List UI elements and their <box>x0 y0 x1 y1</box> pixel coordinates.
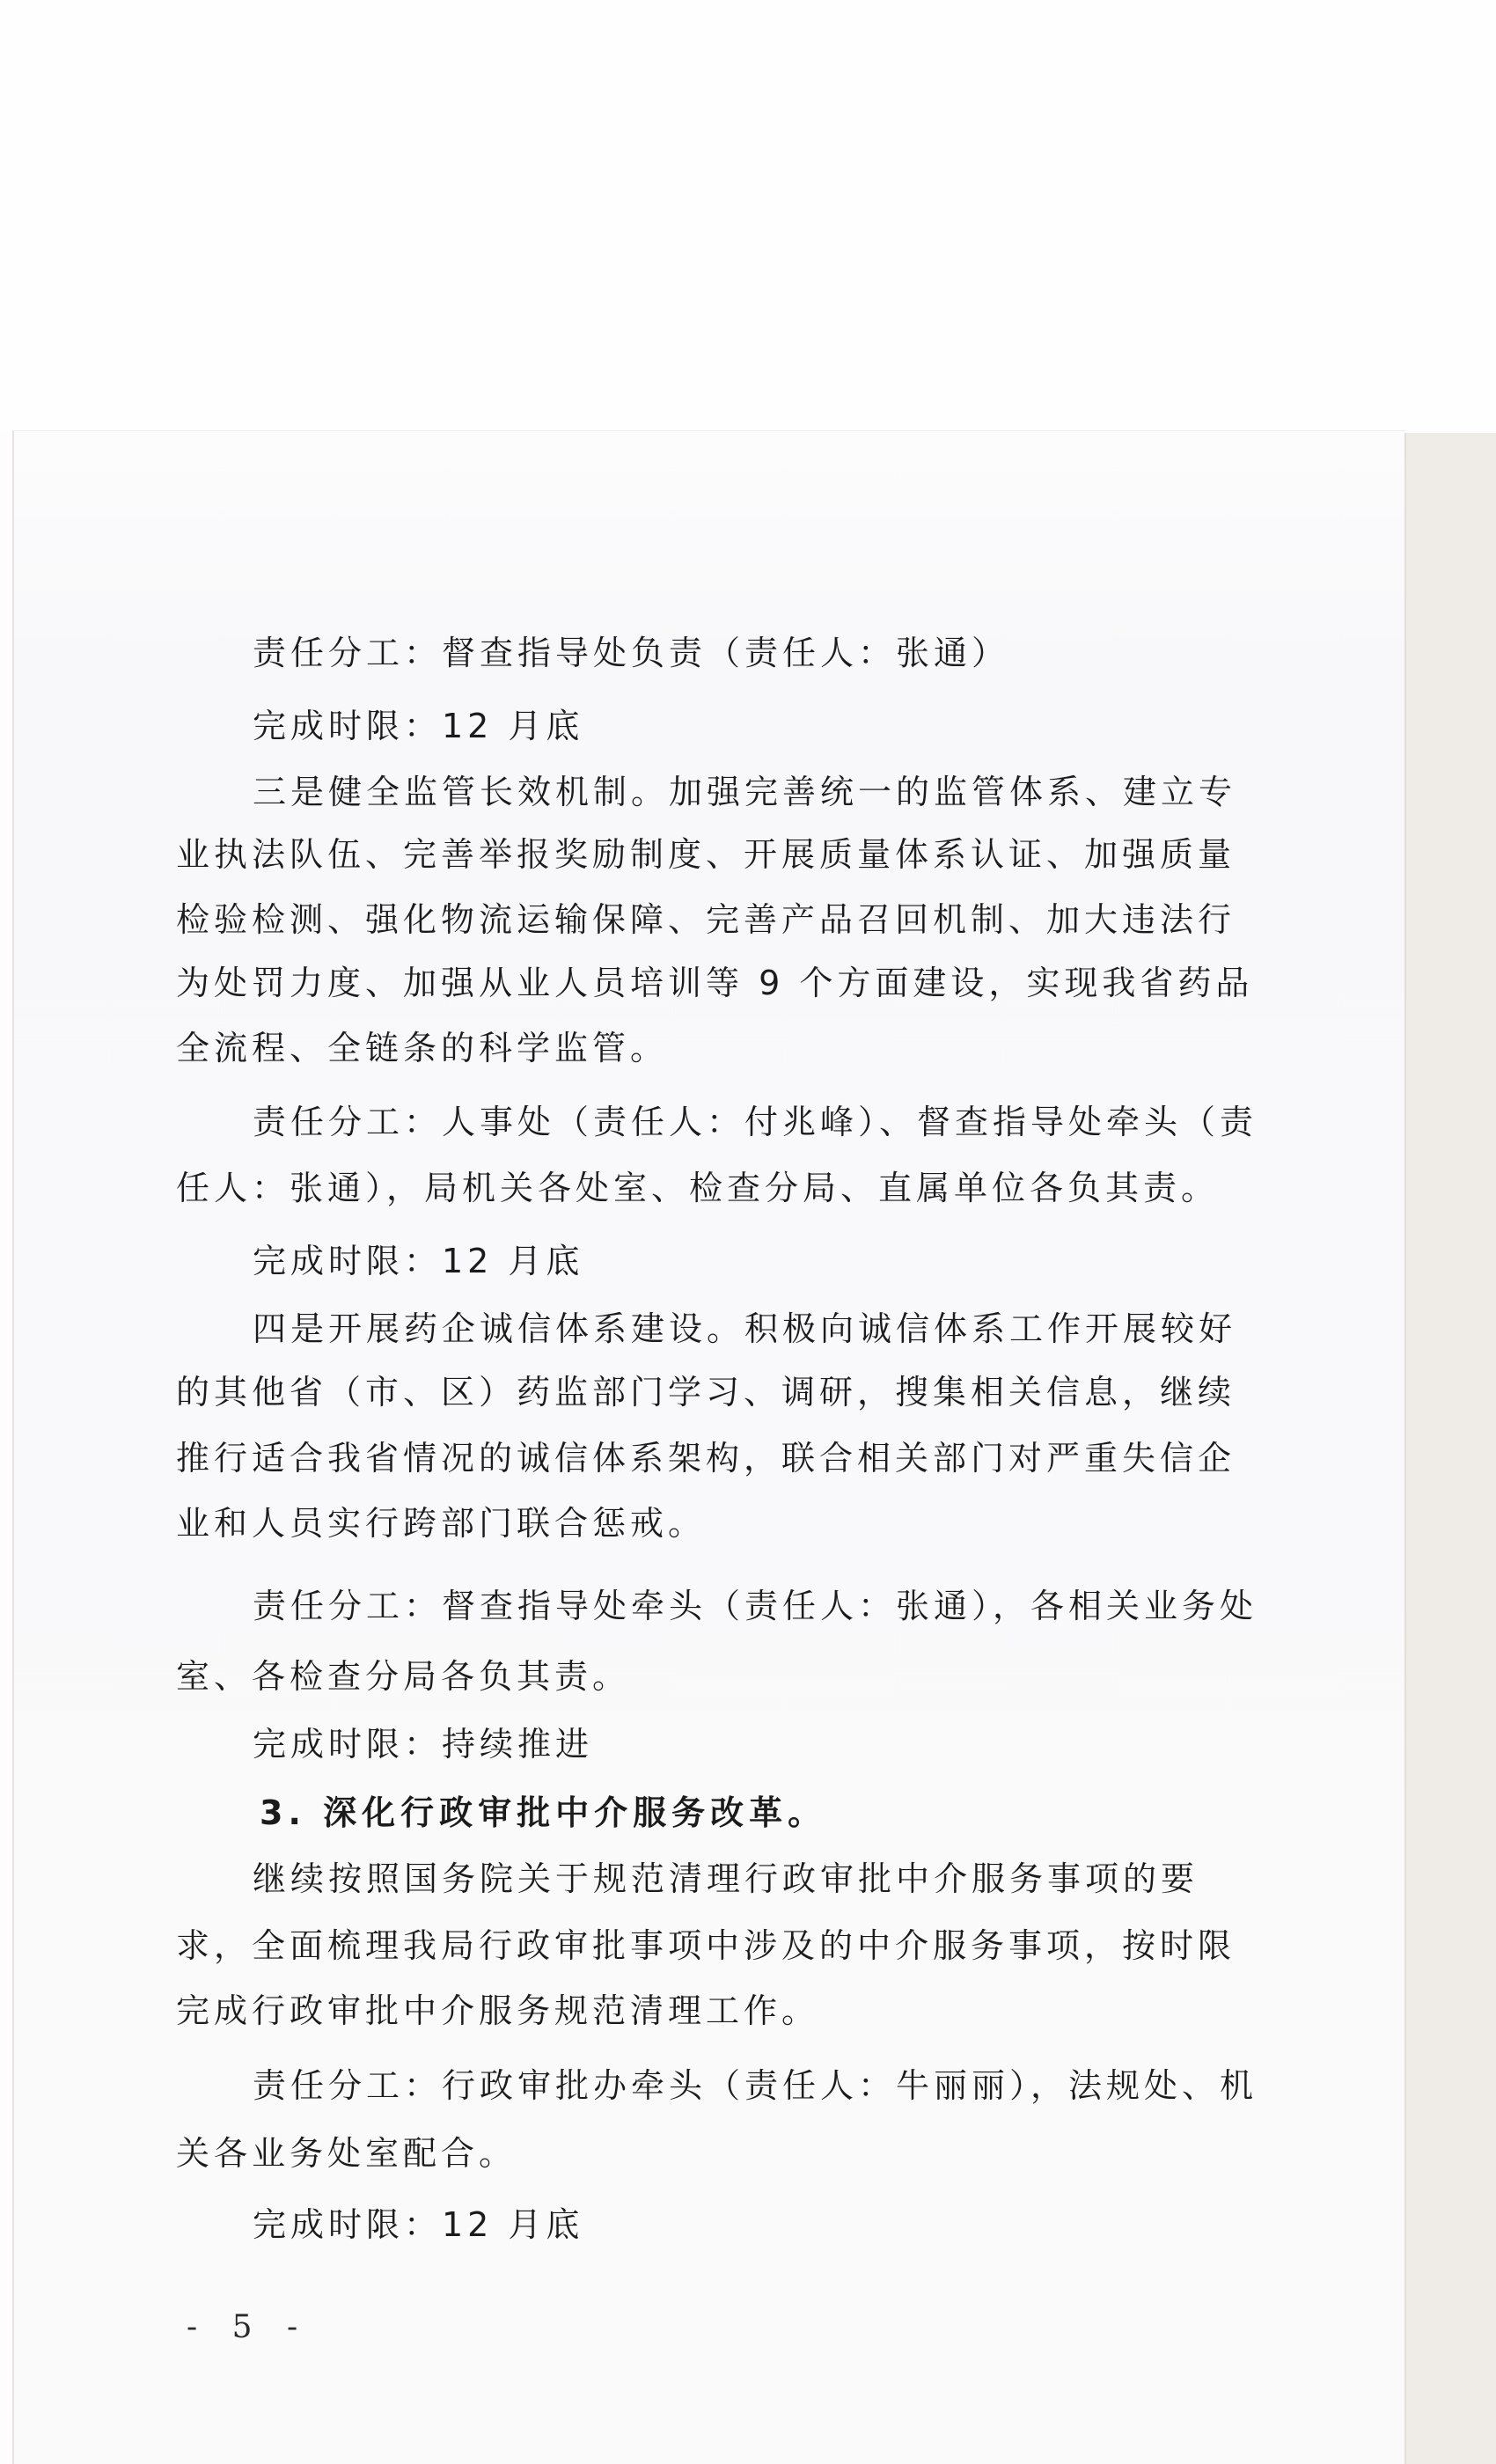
paragraph-line: 的其他省（市、区）药监部门学习、调研，搜集相关信息，继续 <box>176 1373 1236 1412</box>
section-heading: 3. 深化行政审批中介服务改革。 <box>260 1793 827 1832</box>
responsibility-line: 任人：张通），局机关各处室、检查分局、直属单位各负其责。 <box>176 1169 1220 1207</box>
responsibility-line: 室、各检查分局各负其责。 <box>176 1657 631 1696</box>
deadline-line: 完成时限：持续推进 <box>253 1725 594 1764</box>
paragraph-line: 检验检测、强化物流运输保障、完善产品召回机制、加大违法行 <box>176 900 1236 939</box>
deadline-line: 完成时限：12 月底 <box>253 1242 584 1280</box>
paragraph-line: 完成行政审批中介服务规范清理工作。 <box>176 1991 820 2030</box>
paragraph-line: 三是健全监管长效机制。加强完善统一的监管体系、建立专 <box>253 773 1237 811</box>
paragraph-line: 全流程、全链条的科学监管。 <box>176 1029 669 1067</box>
paragraph-line: 业执法队伍、完善举报奖励制度、开展质量体系认证、加强质量 <box>176 835 1236 874</box>
page-number: - 5 - <box>187 2309 311 2345</box>
paragraph-line: 求，全面梳理我局行政审批事项中涉及的中介服务事项，按时限 <box>176 1926 1236 1965</box>
paragraph-line: 推行适合我省情况的诚信体系架构，联合相关部门对严重失信企 <box>176 1439 1236 1478</box>
responsibility-line: 责任分工：督查指导处负责（责任人：张通） <box>253 634 1010 672</box>
responsibility-line: 责任分工：人事处（责任人：付兆峰）、督查指导处牵头（责 <box>253 1103 1258 1141</box>
deadline-line: 完成时限：12 月底 <box>253 707 584 745</box>
deadline-line: 完成时限：12 月底 <box>253 2205 584 2244</box>
responsibility-line: 责任分工：督查指导处牵头（责任人：张通），各相关业务处 <box>253 1587 1258 1625</box>
paragraph-line: 为处罚力度、加强从业人员培训等 9 个方面建设，实现我省药品 <box>176 964 1254 1002</box>
responsibility-line: 关各业务处室配合。 <box>176 2134 517 2173</box>
scan-top-margin <box>0 0 1496 431</box>
scan-edge-strip <box>1404 433 1496 2464</box>
responsibility-line: 责任分工：行政审批办牵头（责任人：牛丽丽），法规处、机 <box>253 2066 1258 2105</box>
paragraph-line: 四是开展药企诚信体系建设。积极向诚信体系工作开展较好 <box>253 1309 1237 1348</box>
paragraph-line: 继续按照国务院关于规范清理行政审批中介服务事项的要 <box>253 1859 1199 1898</box>
paragraph-line: 业和人员实行跨部门联合惩戒。 <box>176 1504 707 1543</box>
